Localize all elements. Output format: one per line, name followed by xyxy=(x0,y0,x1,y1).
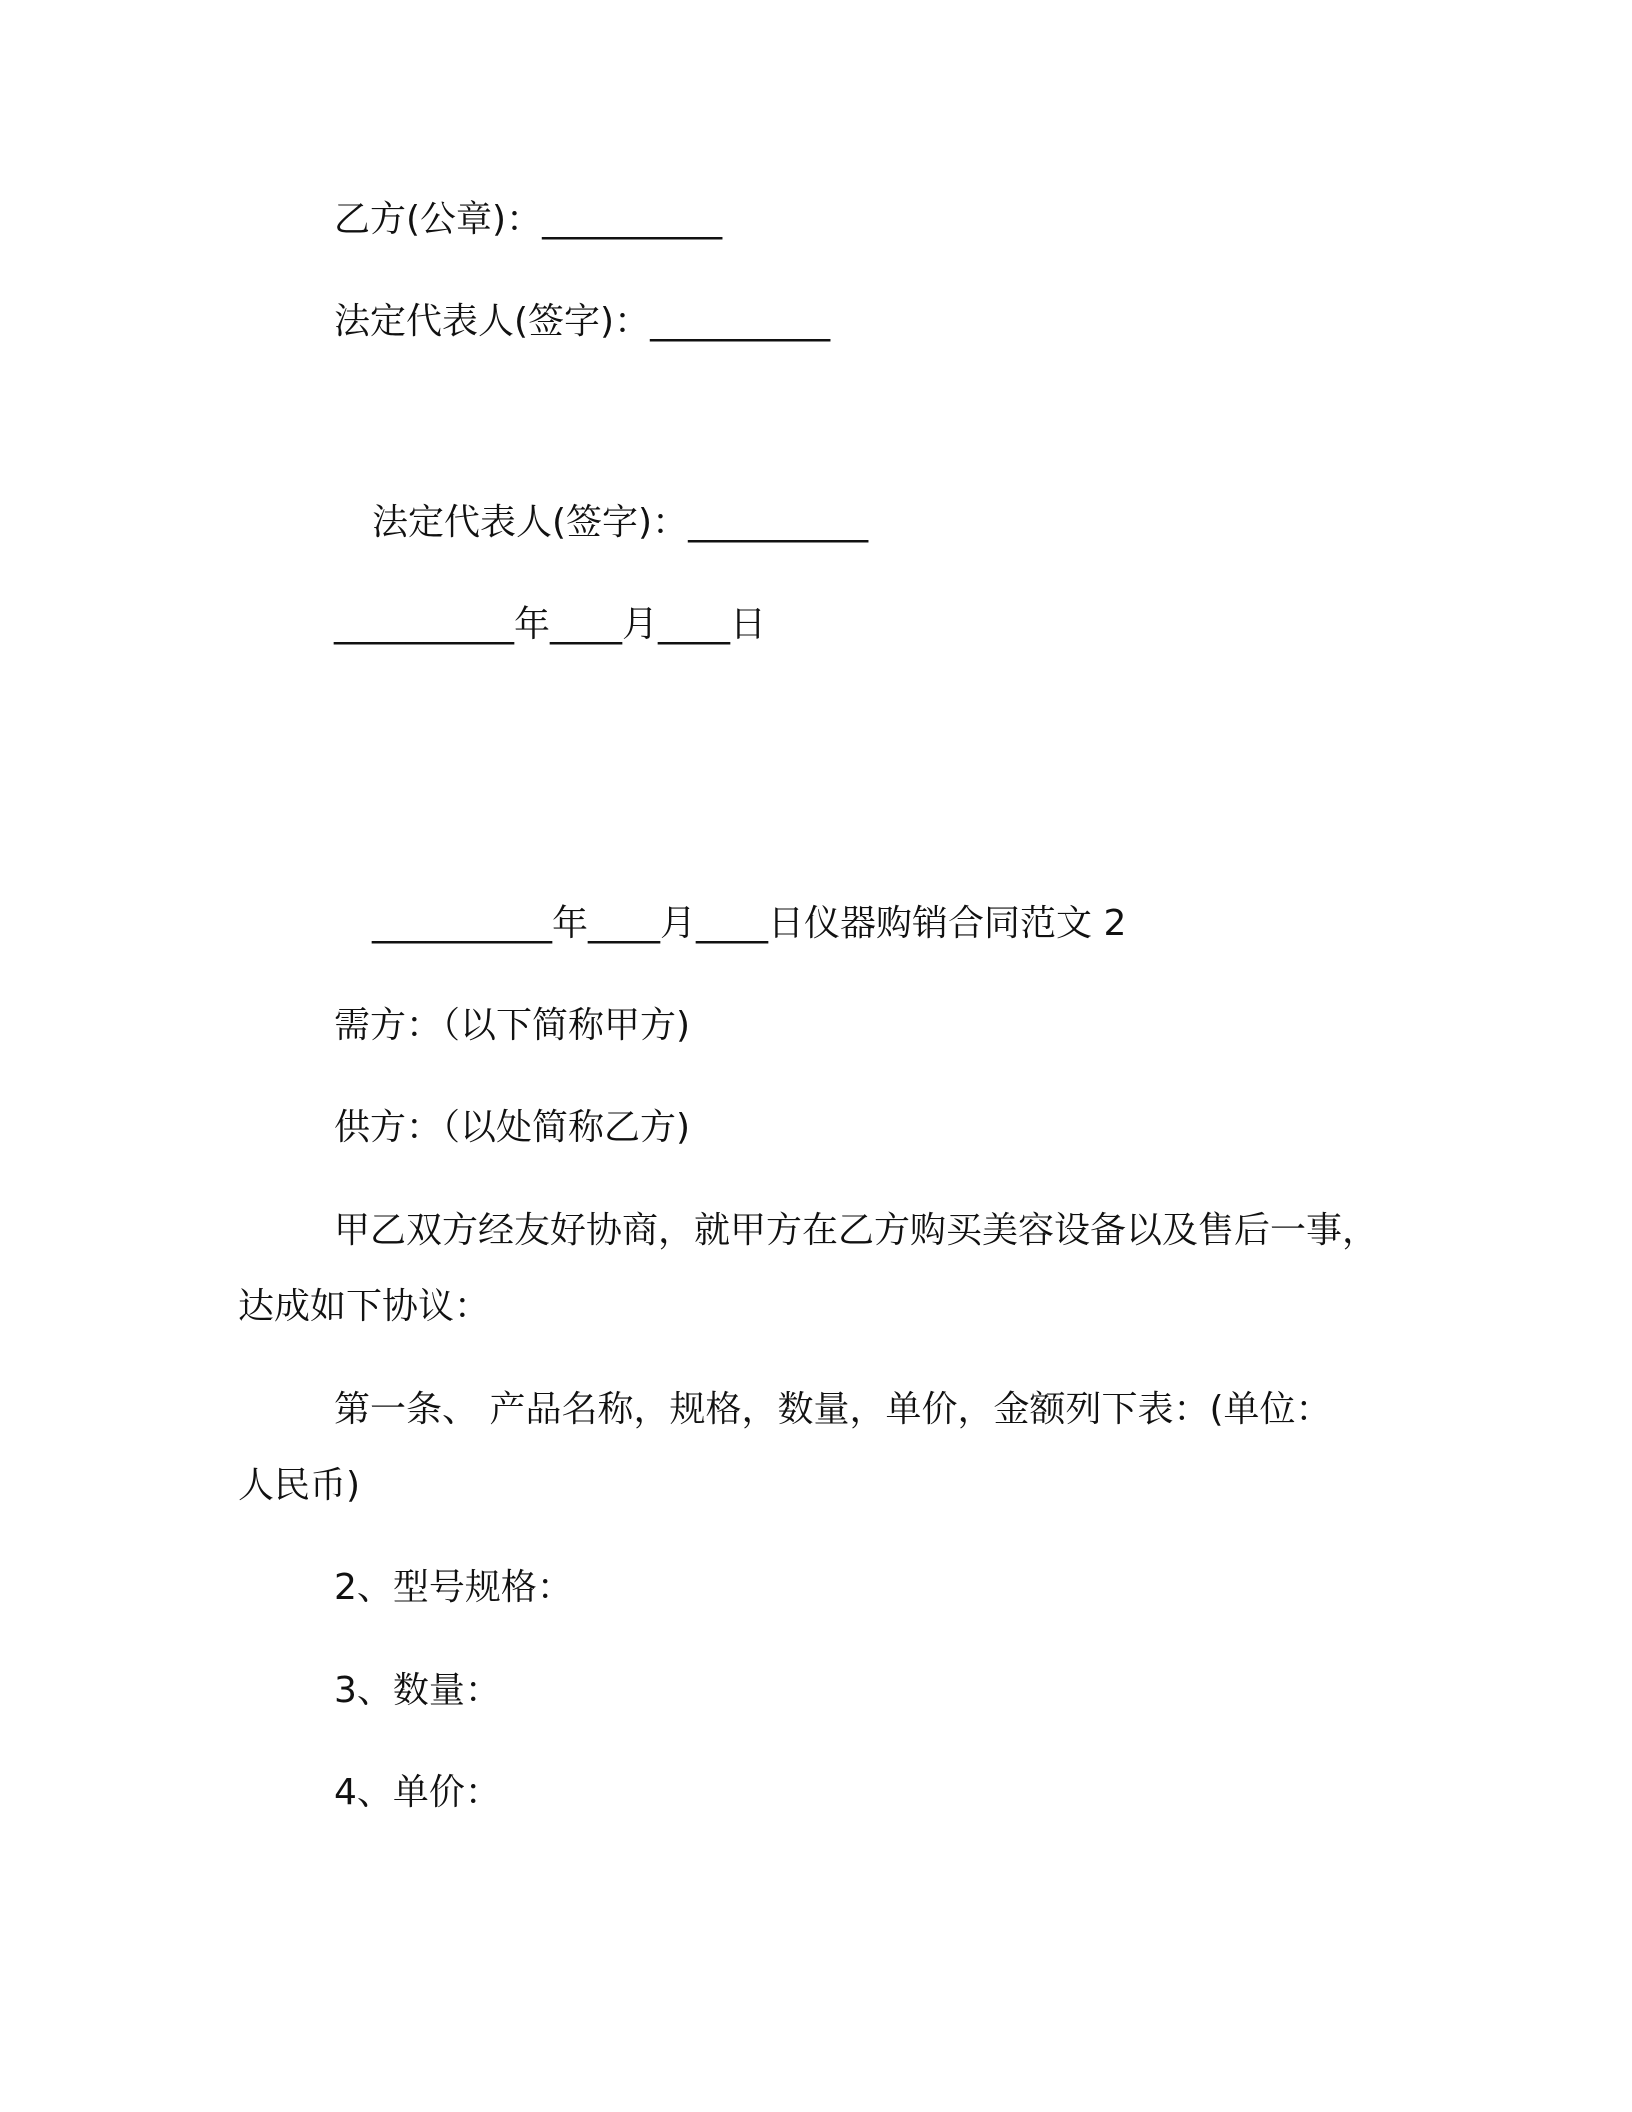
quantity-item: 3、数量： xyxy=(334,1670,501,1711)
agreement-paragraph-line-1: 甲乙双方经友好协商，就甲方在乙方购买美容设备以及售后一事， xyxy=(334,1210,1379,1251)
contract-title-line: __________年____月____日仪器购销合同范文 2 xyxy=(372,903,1127,944)
buyer-line: 需方：（以下简称甲方) xyxy=(334,1005,691,1046)
legal-representative-signature-line: 法定代表人(签字)：__________ xyxy=(334,301,831,342)
supplier-line: 供方：（以处简称乙方) xyxy=(334,1107,691,1148)
article-one-line-2: 人民币) xyxy=(238,1465,361,1506)
unit-price-item: 4、单价： xyxy=(334,1772,501,1813)
model-spec-item: 2、型号规格： xyxy=(334,1567,573,1608)
date-line: __________年____月____日 xyxy=(334,604,766,645)
legal-representative-signature-line-indented: 法定代表人(签字)：__________ xyxy=(372,502,869,543)
party-b-seal-line: 乙方(公章)：__________ xyxy=(334,199,723,240)
article-one-line-1: 第一条、 产品名称，规格，数量，单价，金额列下表：(单位： xyxy=(334,1389,1332,1430)
agreement-paragraph-line-2: 达成如下协议： xyxy=(238,1286,491,1327)
